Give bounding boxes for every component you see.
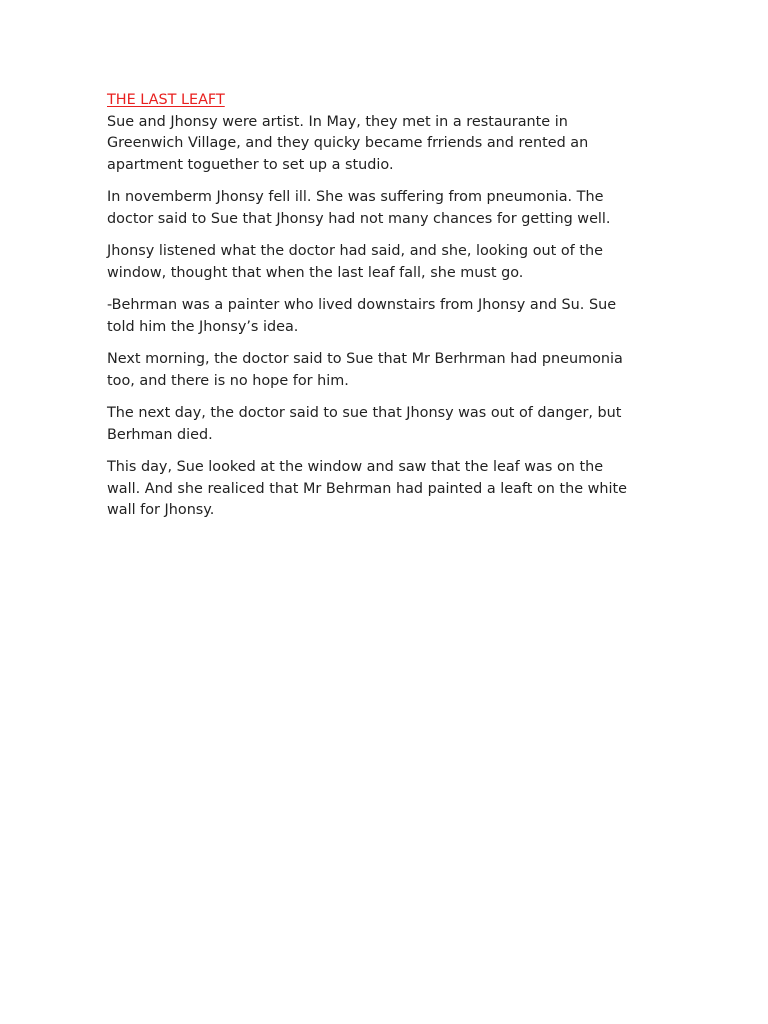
document-title: THE LAST LEAFT (107, 92, 225, 108)
paragraph-6: The next day, the doctor said to sue that Jhonsy was out of danger, but Berhman died. (107, 405, 622, 443)
paragraph-1: Sue and Jhonsy were artist. In May, they met in a restaurante in Greenwich Village, and they quicky became frriends and rented an apartment toguether to set up a studio. (107, 113, 589, 173)
paragraph-4: -Behrman was a painter who lived downstairs from Jhonsy and Su. Sue told him the Jhonsy’s idea. (107, 297, 617, 335)
paragraph-5: Next morning, the doctor said to Sue that Mr Berhrman had pneumonia too, and there is no hope for him. (107, 351, 623, 389)
paragraph-3: Jhonsy listened what the doctor had said, and she, looking out of the window, thought that when the last leaf fall, she must go. (107, 243, 603, 281)
paragraph-7: This day, Sue looked at the window and saw that the leaf was on the wall. And she realiced that Mr Behrman had painted a leaft on the white wall for Jhonsy. (107, 459, 628, 518)
document-body (107, 90, 667, 533)
paragraph-2: In novemberm Jhonsy fell ill. She was suffering from pneumonia. The doctor said to Sue that Jhonsy had not many chances for getting well. (107, 189, 611, 227)
